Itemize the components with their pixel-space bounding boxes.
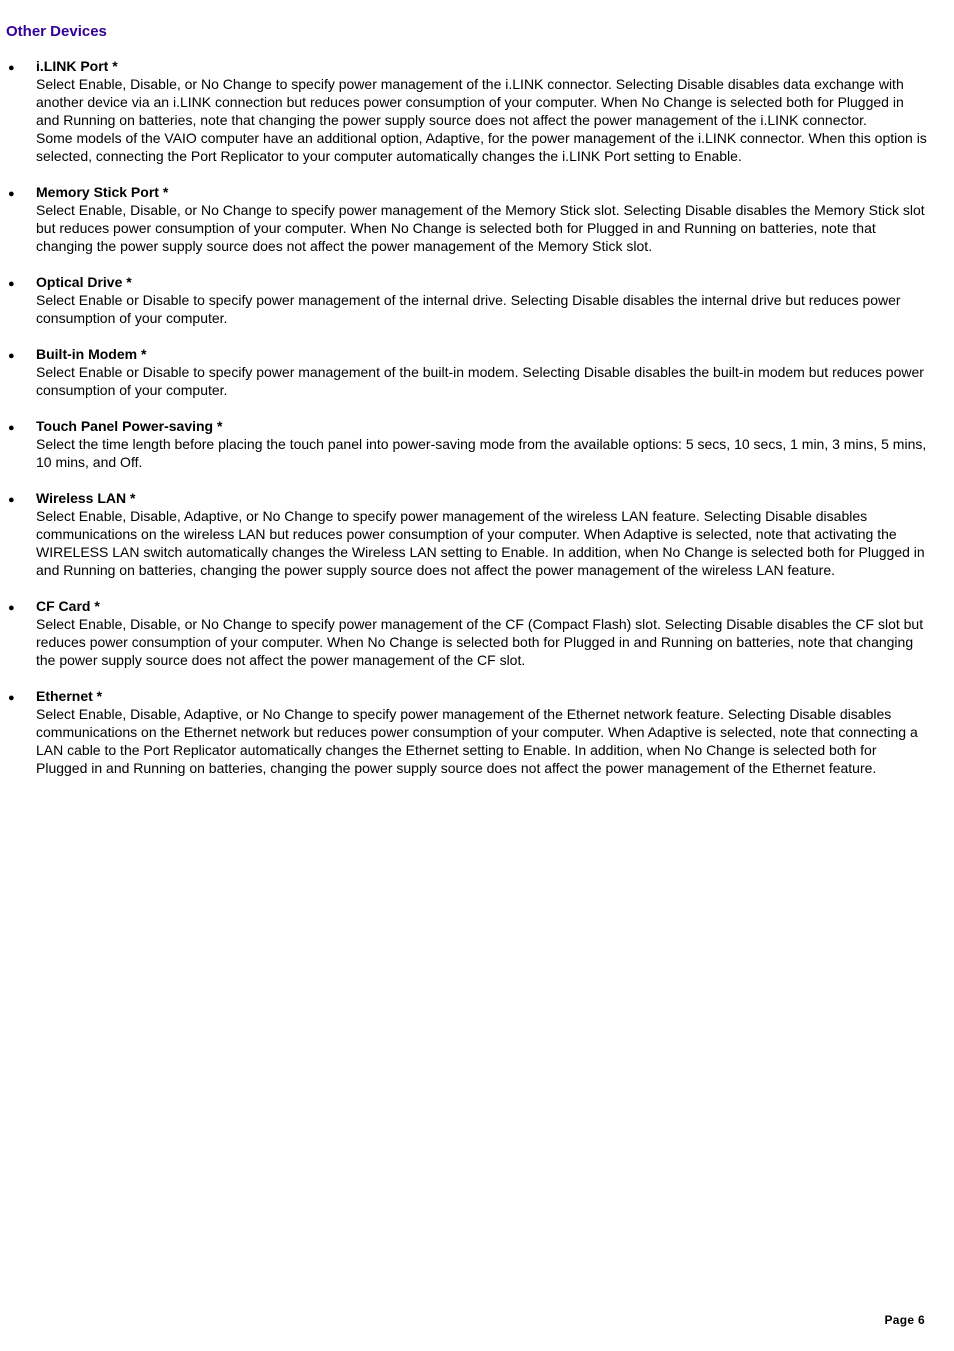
list-item-ilink-port <box>0 57 954 165</box>
list-item-optical-drive <box>0 273 954 327</box>
bullet-icon: ● <box>8 62 15 74</box>
item-title: Memory Stick Port * <box>36 184 169 200</box>
list-item-memory-stick-port <box>0 183 954 255</box>
item-description: Select Enable, Disable, or No Change to specify power management of the CF (Compact Flash) slot. Selecting Disable disables the CF slot but reduces power consumption of your computer. When No Change is selected both for Plugged in and Running on batteries, note that changing the power supply source does not affect the power management of the CF slot. <box>36 616 924 668</box>
list-item-cf-card <box>0 597 954 669</box>
page-title: Other Devices <box>6 23 107 40</box>
bullet-icon: ● <box>8 350 15 362</box>
item-description: Select Enable, Disable, or No Change to specify power management of the Memory Stick slot. Selecting Disable disables the Memory Stick slot but reduces power consumption of your computer. When No Change is selected both for Plugged in and Running on batteries, note that changing the power supply source does not affect the power management of the Memory Stick slot. <box>36 202 925 254</box>
bullet-icon: ● <box>8 422 15 434</box>
item-description: Select Enable, Disable, Adaptive, or No Change to specify power management of the wireless LAN feature. Selecting Disable disables communications on the wireless LAN but reduces power consumption of your computer. When Adaptive is selected, note that activating the WIRELESS LAN switch automatically changes the Wireless LAN setting to Enable. In addition, when No Change is selected both for Plugged in and Running on batteries, changing the power supply source does not affect the power management of the wireless LAN feature. <box>36 508 925 578</box>
item-description: Select Enable or Disable to specify power management of the built-in modem. Selecting Disable disables the built-in modem but reduces power consumption of your computer. <box>36 364 924 398</box>
page-number: Page 6 <box>884 1313 925 1327</box>
list-item-built-in-modem <box>0 345 954 399</box>
item-title: i.LINK Port * <box>36 58 118 74</box>
item-title: Wireless LAN * <box>36 490 136 506</box>
bullet-icon: ● <box>8 278 15 290</box>
item-description: Select Enable or Disable to specify power management of the internal drive. Selecting Disable disables the internal drive but reduces power consumption of your computer. <box>36 292 901 326</box>
bullet-icon: ● <box>8 188 15 200</box>
item-title: Ethernet * <box>36 688 103 704</box>
item-description: Select Enable, Disable, Adaptive, or No Change to specify power management of the Ethernet network feature. Selecting Disable disables communications on the Ethernet network but reduces power consumption of your computer. When Adaptive is selected, note that connecting a LAN cable to the Port Replicator automatically changes the Ethernet setting to Enable. In addition, when No Change is selected both for Plugged in and Running on batteries, changing the power supply source does not affect the power management of the Ethernet feature. <box>36 706 918 776</box>
bullet-icon: ● <box>8 602 15 614</box>
item-title: Optical Drive * <box>36 274 132 290</box>
item-description: Select the time length before placing the touch panel into power-saving mode from the available options: 5 secs, 10 secs, 1 min, 3 mins, 5 mins, 10 mins, and Off. <box>36 436 927 470</box>
list-item-touch-panel-power-saving <box>0 417 954 471</box>
item-description: Select Enable, Disable, or No Change to specify power management of the i.LINK connector. Selecting Disable disables data exchange with another device via an i.LINK connection but reduces power consumption of your computer. When No Change is selected both for Plugged in and Running on batteries, note that changing the power supply source does not affect the power management of the i.LINK connector. <box>36 76 904 128</box>
item-title: Touch Panel Power-saving * <box>36 418 223 434</box>
list-item-wireless-lan <box>0 489 954 579</box>
item-title: CF Card * <box>36 598 100 614</box>
bullet-icon: ● <box>8 494 15 506</box>
device-list <box>0 57 954 795</box>
item-description: Some models of the VAIO computer have an additional option, Adaptive, for the power management of the i.LINK connector. When this option is selected, connecting the Port Replicator to your computer automatically changes the i.LINK Port setting to Enable. <box>36 130 927 164</box>
list-item-ethernet <box>0 687 954 777</box>
item-title: Built-in Modem * <box>36 346 147 362</box>
bullet-icon: ● <box>8 692 15 704</box>
